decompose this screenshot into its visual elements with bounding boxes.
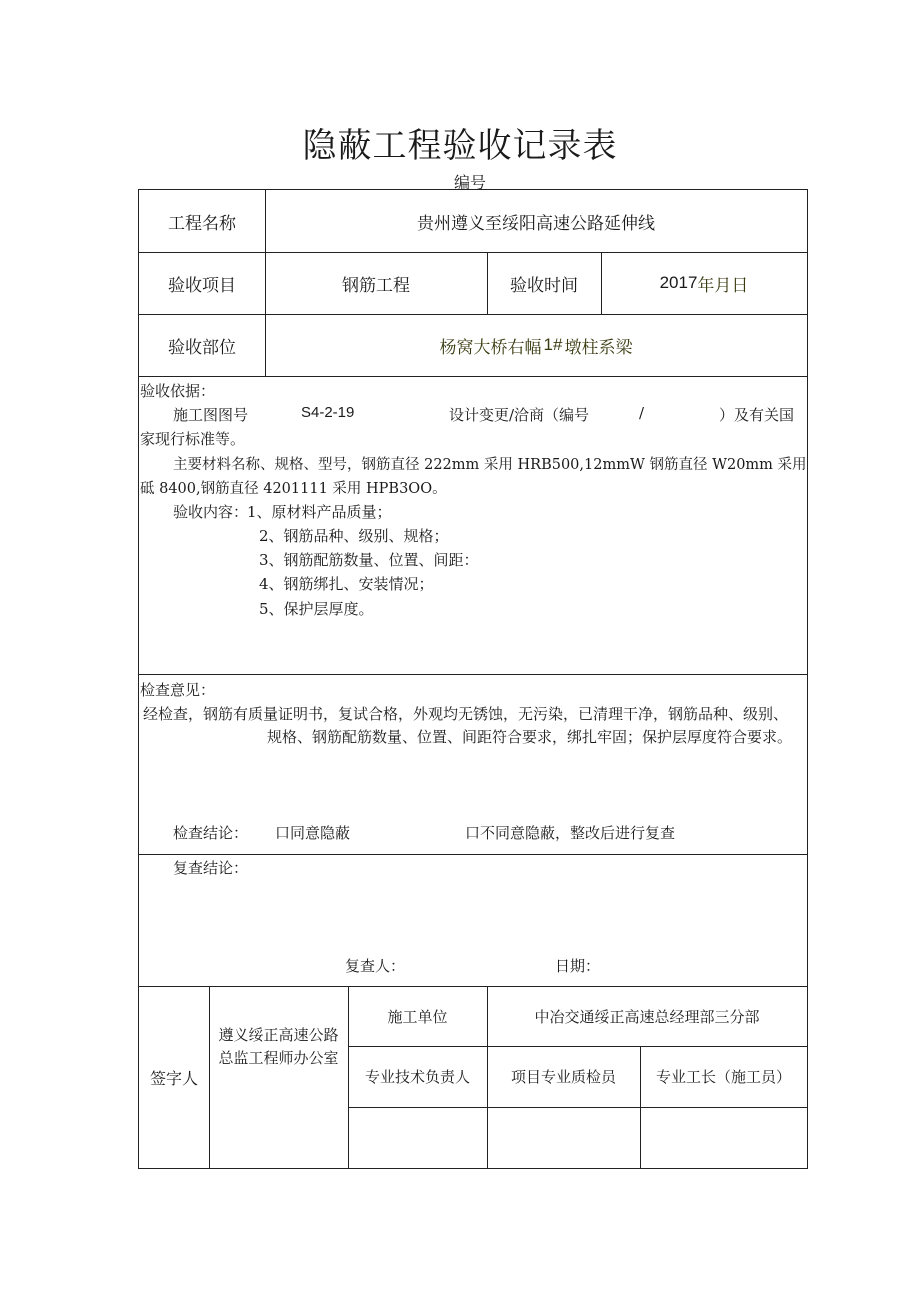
part-pier-number: 1# <box>543 335 563 354</box>
constructor-label: 施工单位 <box>387 1007 448 1026</box>
recheck-person-label: 复查人： <box>345 957 406 975</box>
recheck-date-label: 日期： <box>555 957 601 975</box>
conclusion-label: 检查结论： <box>173 824 249 842</box>
inspection-item-value: 钢筋工程 <box>342 275 410 296</box>
part-bridge-name: 杨窝大桥右幅 <box>439 337 542 358</box>
inspection-content-label: 验收内容： <box>173 503 249 521</box>
supervisor-office-line-1: 遵义绥正高速公路 <box>218 1025 339 1044</box>
basis-standards-line: 家现行标准等。 <box>140 430 246 448</box>
form-title: 隐蔽工程验收记录表 <box>302 126 618 166</box>
recheck-heading: 复查结论： <box>173 859 249 877</box>
part-component: 墩柱系梁 <box>564 337 633 358</box>
design-change-tail: ）及有关国 <box>719 406 795 424</box>
content-item-5: 5、保护层厚度。 <box>259 600 374 618</box>
role-foreman: 专业工长（施工员） <box>655 1068 791 1086</box>
project-name-value: 贵州遵义至绥阳高速公路延伸线 <box>417 213 655 234</box>
signature-label: 签字人 <box>149 1068 198 1088</box>
inspection-date-suffix: 年月日 <box>697 275 749 296</box>
project-name-label: 工程名称 <box>168 213 236 234</box>
drawing-number-value: S4-2-19 <box>301 404 355 421</box>
design-change-label: 设计变更/洽商（编号 <box>449 406 590 424</box>
supervisor-office-line-2: 总监工程师办公室 <box>218 1048 339 1067</box>
basis-heading: 验收依据： <box>140 382 216 400</box>
inspection-part-label: 验收部位 <box>168 337 236 358</box>
supervisor-office <box>209 986 348 1107</box>
disagree-conceal-checkbox[interactable]: 口不同意隐蔽，整改后进行复查 <box>465 824 676 842</box>
materials-line-2: 砥 8400,钢筋直径 4201111 采用 HPB3OO。 <box>140 481 447 497</box>
inspection-part-value <box>265 314 807 376</box>
role-tech-lead: 专业技术负责人 <box>364 1068 470 1086</box>
opinion-line-1: 经检查，钢筋有质量证明书，复试合格，外观均无锈蚀，无污染，已清理干净，钢筋品种、级别、 <box>143 705 789 723</box>
content-item-3: 3、钢筋配筋数量、位置、间距： <box>259 551 479 569</box>
content-item-2: 2、钢筋品种、级别、规格； <box>259 527 449 545</box>
content-item-1: 1、原材料产品质量； <box>247 503 392 521</box>
constructor-value: 中冶交通绥正高速总经理部三分部 <box>534 1007 760 1026</box>
materials-line-1: 主要材料名称、规格、型号，钢筋直径 222mm 采用 HRB500,12mmW 钢筋直径 W20mm 采用 <box>173 457 807 473</box>
inspection-time-value <box>601 252 807 314</box>
inspection-year: 2017 <box>659 273 698 292</box>
opinion-heading: 检查意见： <box>140 681 216 699</box>
agree-conceal-checkbox[interactable]: 口同意隐蔽 <box>275 824 351 842</box>
drawing-number-label: 施工图图号 <box>173 406 249 424</box>
signature-cell-tech-lead[interactable] <box>348 1107 487 1168</box>
role-quality-inspector: 项目专业质检员 <box>510 1068 616 1086</box>
acceptance-form-table <box>138 189 808 1169</box>
serial-number-label: 编号 <box>453 173 486 192</box>
content-item-4: 4、钢筋绑扎、安装情况； <box>259 575 434 593</box>
inspection-item-label: 验收项目 <box>168 275 236 296</box>
opinion-line-2: 规格、钢筋配筋数量、位置、间距符合要求，绑扎牢固；保护层厚度符合要求。 <box>267 728 793 746</box>
design-change-number: / <box>639 404 645 422</box>
inspection-time-label: 验收时间 <box>510 275 578 296</box>
signature-cell-quality-inspector[interactable] <box>487 1107 640 1168</box>
signature-cell-foreman[interactable] <box>640 1107 807 1168</box>
